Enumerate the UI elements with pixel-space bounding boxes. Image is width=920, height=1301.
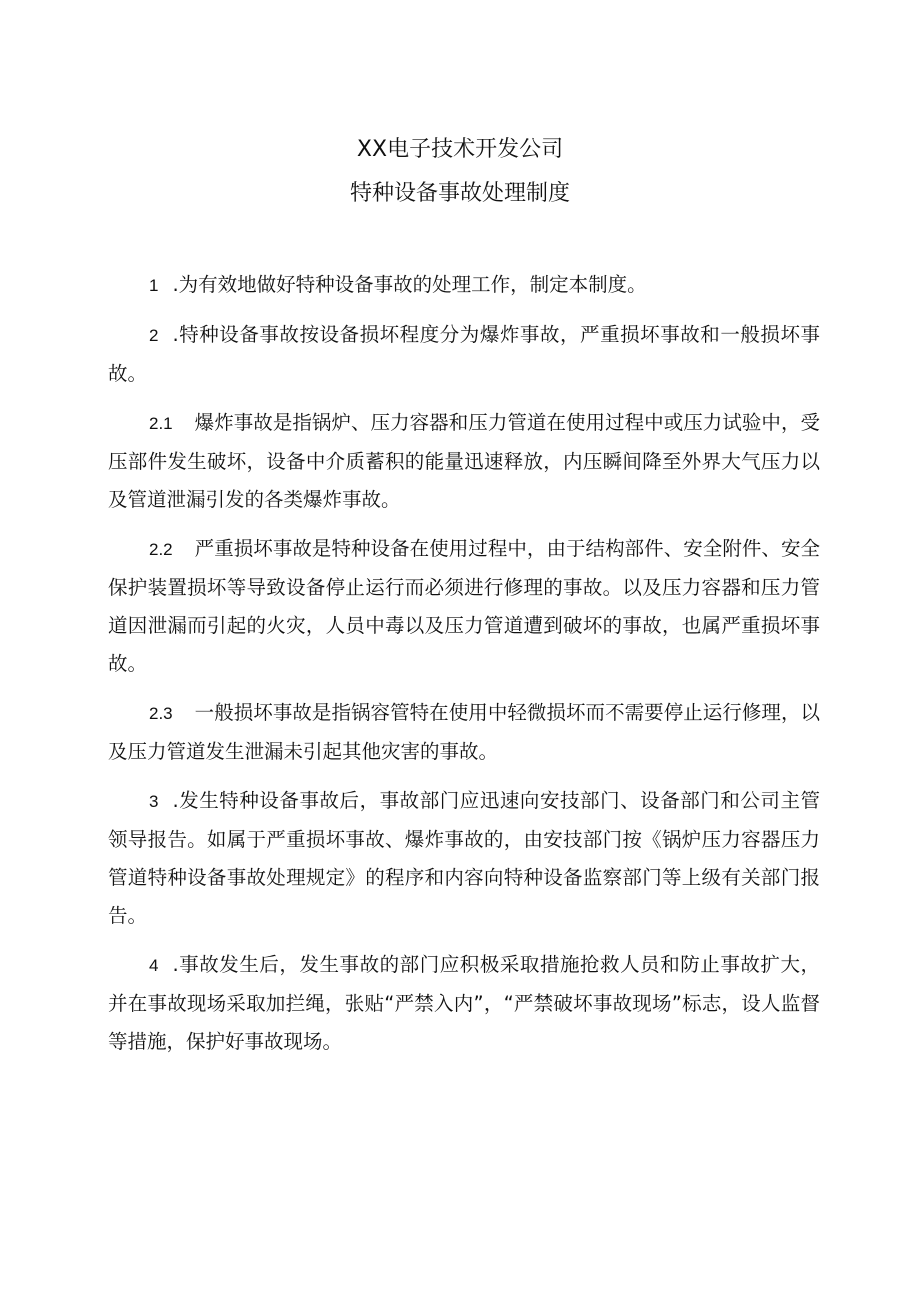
paragraph-2-3 bbox=[108, 694, 820, 771]
document-title: 特种设备事故处理制度 bbox=[349, 181, 570, 206]
paragraph-3 bbox=[108, 782, 820, 935]
paragraph-text: 爆炸事故是指锅炉、压力容器和压力管道在使用过程中或压力试验中，受压部件发生破坏，设备中介质蓄积的能量迅速释放，内压瞬间降至外界大气压力以及管道泄漏引发的各类爆炸事故。 bbox=[108, 411, 820, 511]
paragraph-text: 一般损坏事故是指锅容管特在使用中轻微损坏而不需要停止运行修理，以及压力管道发生泄漏未引起其他灾害的事故。 bbox=[108, 701, 820, 763]
paragraph-4 bbox=[108, 946, 820, 1061]
paragraph-number: 2 bbox=[149, 326, 159, 345]
paragraph-text: .特种设备事故按设备损坏程度分为爆炸事故，严重损坏事故和一般损坏事故。 bbox=[108, 323, 820, 385]
paragraph-2 bbox=[108, 316, 820, 393]
paragraph-text: .为有效地做好特种设备事故的处理工作，制定本制度。 bbox=[172, 273, 647, 296]
paragraph-number: 2.1 bbox=[149, 414, 173, 433]
paragraph-number: 4 bbox=[149, 956, 159, 975]
paragraph-2-1 bbox=[108, 404, 820, 519]
paragraph-1 bbox=[108, 266, 820, 305]
paragraph-text: .事故发生后，发生事故的部门应积极采取措施抢救人员和防止事故扩大，并在事故现场采取加拦绳，张贴“严禁入内”，“严禁破坏事故现场”标志，设人监督等措施，保护好事故现场。 bbox=[108, 953, 820, 1053]
document-header bbox=[0, 128, 920, 216]
company-title: XX电子技术开发公司 bbox=[356, 137, 564, 162]
paragraph-number: 3 bbox=[149, 792, 159, 811]
paragraph-number: 1 bbox=[149, 276, 159, 295]
paragraph-2-2 bbox=[108, 530, 820, 683]
paragraph-text: .发生特种设备事故后，事故部门应迅速向安技部门、设备部门和公司主管领导报告。如属于严重损坏事故、爆炸事故的，由安技部门按《锅炉压力容器压力管道特种设备事故处理规定》的程序和内容向特种设备监察部门等上级有关部门报告。 bbox=[108, 789, 820, 927]
paragraph-number: 2.2 bbox=[149, 540, 173, 559]
document-body bbox=[108, 266, 820, 1072]
paragraph-number: 2.3 bbox=[149, 704, 173, 723]
paragraph-text: 严重损坏事故是特种设备在使用过程中，由于结构部件、安全附件、安全保护装置损坏等导致设备停止运行而必须进行修理的事故。以及压力容器和压力管道因泄漏而引起的火灾，人员中毒以及压力管道遭到破坏的事故，也属严重损坏事故。 bbox=[108, 537, 820, 675]
